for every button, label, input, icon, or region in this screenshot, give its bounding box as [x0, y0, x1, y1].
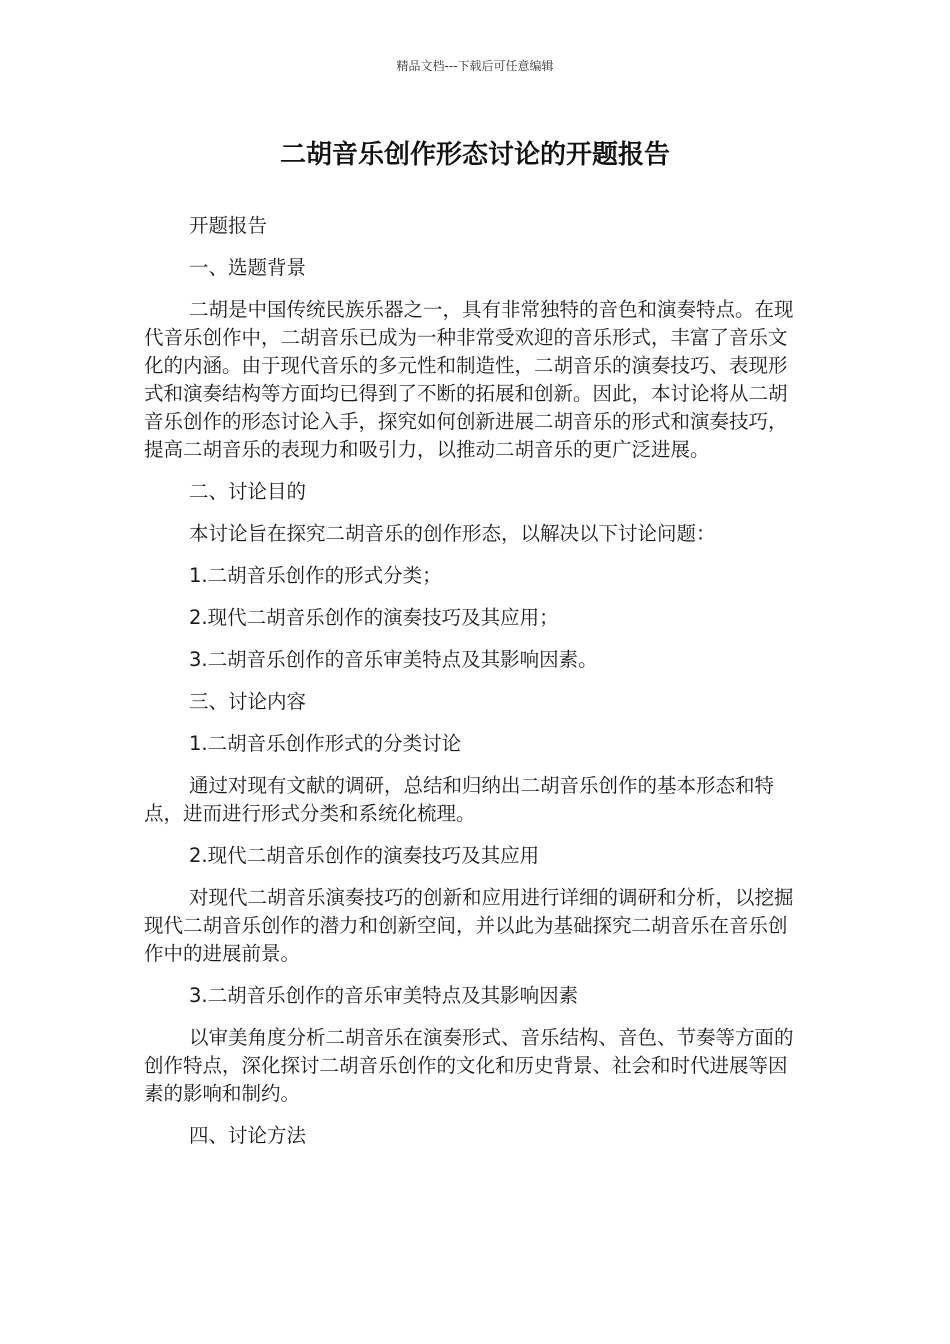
section-heading: 四、讨论方法	[189, 1124, 307, 1147]
list-item: 1.二胡音乐创作的形式分类；	[189, 564, 442, 587]
body-paragraph: 本讨论旨在探究二胡音乐的创作形态，以解决以下讨论问题：	[189, 522, 716, 545]
body-paragraph: 通过对现有文献的调研，总结和归纳出二胡音乐创作的基本形态和特点，进而进行形式分类和系统化梳理。	[144, 774, 775, 825]
list-item: 3.二胡音乐创作的音乐审美特点及其影响因素。	[189, 648, 598, 671]
subsection-heading: 1.二胡音乐创作形式的分类讨论	[189, 732, 462, 755]
section-label: 开题报告	[189, 214, 268, 237]
section-heading: 一、选题背景	[189, 256, 307, 279]
section-heading: 三、讨论内容	[189, 690, 307, 713]
header-note: 精品文档---下载后可任意编辑	[396, 59, 554, 73]
document-body	[144, 212, 799, 1164]
section-heading: 二、讨论目的	[189, 480, 307, 503]
list-item: 2.现代二胡音乐创作的演奏技巧及其应用；	[189, 606, 559, 629]
body-paragraph: 对现代二胡音乐演奏技巧的创新和应用进行详细的调研和分析，以挖掘现代二胡音乐创作的潜力和创新空间，并以此为基础探究二胡音乐在音乐创作中的进展前景。	[144, 886, 794, 965]
subsection-heading: 2.现代二胡音乐创作的演奏技巧及其应用	[189, 844, 540, 867]
document-title: 二胡音乐创作形态讨论的开题报告	[279, 140, 670, 170]
body-paragraph: 二胡是中国传统民族乐器之一，具有非常独特的音色和演奏特点。在现代音乐创作中，二胡音乐已成为一种非常受欢迎的音乐形式，丰富了音乐文化的内涵。由于现代音乐的多元性和制造性，二胡音乐的演奏技巧、表现形式和演奏结构等方面均已得到了不断的拓展和创新。因此，本讨论将从二胡音乐创作的形态讨论入手，探究如何创新进展二胡音乐的形式和演奏技巧，提高二胡音乐的表现力和吸引力，以推动二胡音乐的更广泛进展。	[144, 298, 794, 461]
body-paragraph: 以审美角度分析二胡音乐在演奏形式、音乐结构、音色、节奏等方面的创作特点，深化探讨二胡音乐创作的文化和历史背景、社会和时代进展等因素的影响和制约。	[144, 1026, 794, 1105]
subsection-heading: 3.二胡音乐创作的音乐审美特点及其影响因素	[189, 984, 579, 1007]
